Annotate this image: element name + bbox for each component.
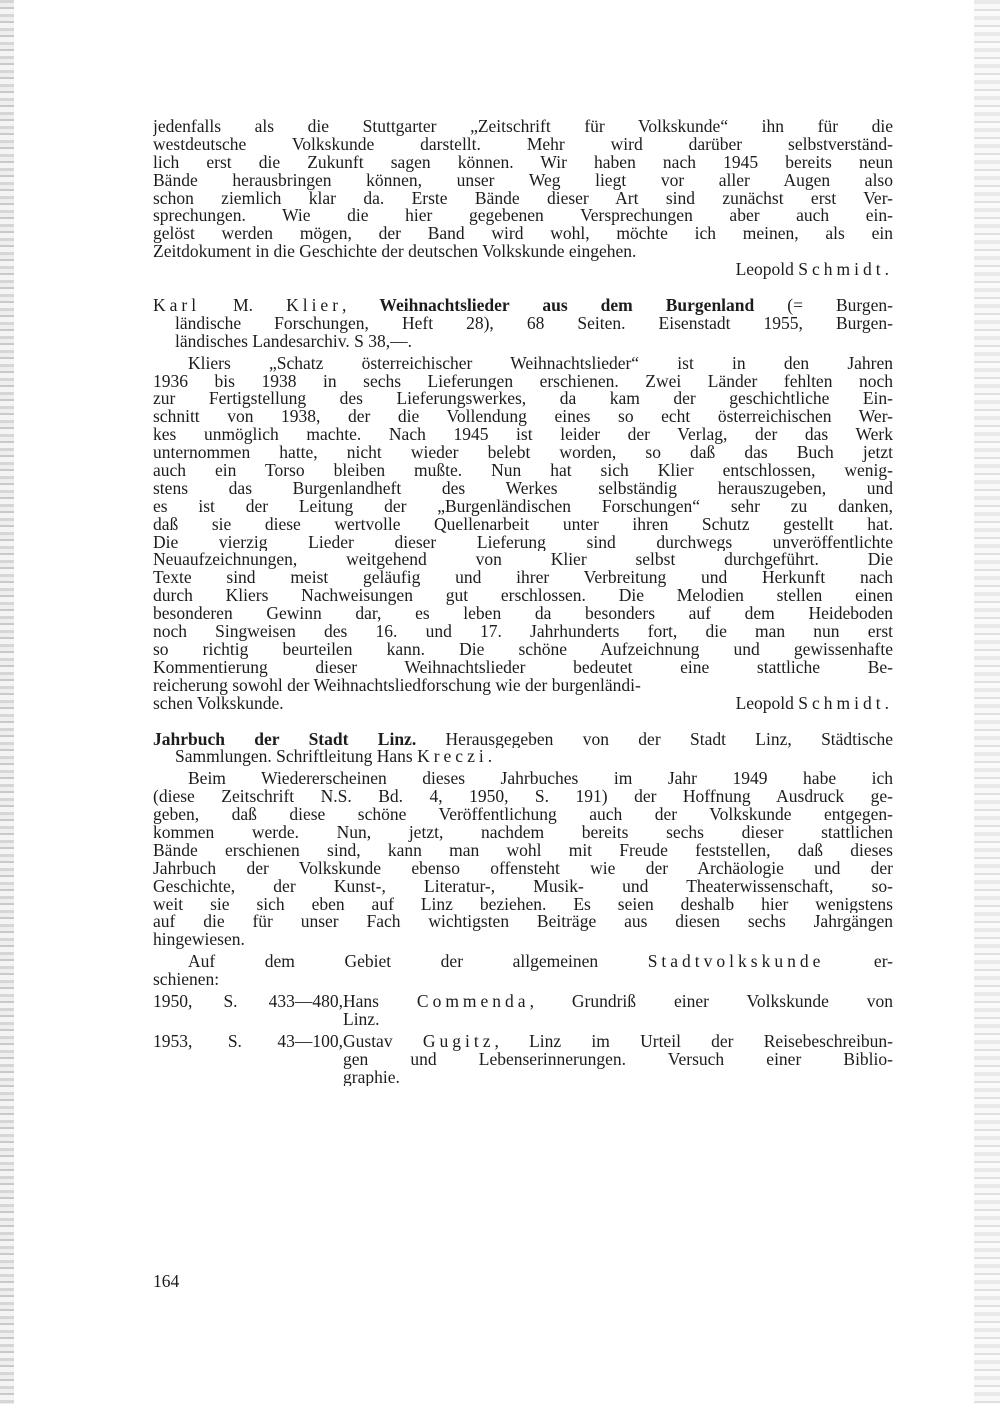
text-line: auf die für unser Fach wichtigsten Beiträge aus diesen sechs Jahrgängen [153,913,893,932]
text-line: zur Fertigstellung des Lieferungswerkes, da kam der geschichtliche Ein- [153,390,893,409]
text-segment: , [342,297,380,315]
page-text [153,118,893,1086]
text-segment: M. [200,297,287,315]
text-segment: Leopold [735,261,799,280]
article-reference [153,993,893,1029]
paragraph [153,953,893,989]
text-line: Kliers „Schatz österreichischer Weihnachtslieder“ ist in den Jahren [188,354,893,373]
text-line [153,748,893,766]
text-segment: Stadtvolkskunde [647,953,825,972]
text-line: lich erst die Zukunft sagen können. Wir haben nach 1945 bereits neun [153,153,893,172]
text-line: noch Singweisen des 16. und 17. Jahrhunderts fort, die man nun erst [153,623,893,641]
bibliography-entry [153,731,893,767]
paragraph [153,770,893,949]
text-line: schienen: [153,971,220,989]
text-line: reicherung sowohl der Weihnachtsliedforschung wie der burgenländi- [153,676,641,695]
text-segment: Hans [343,992,417,1011]
text-line: schnitt von 1938, der die Vollendung eines so echt österreichischen Wer- [153,408,893,427]
text-line: Linz. [343,1010,380,1029]
paragraph [153,355,893,695]
text-line: graphie. [343,1068,400,1087]
text-segment: Auf dem Gebiet der allgemeinen [188,953,648,972]
text-line: kes unmöglich machte. Nach 1945 ist leider der Verlag, der das Werk [153,426,893,445]
text-line: westdeutsche Volkskunde darstellt. Mehr wird darüber selbstverständ- [153,135,893,154]
text-line: Die vierzig Lieder dieser Lieferung sind durchwegs unveröffentlichte [153,533,893,552]
text-segment: schen Volkskunde. [153,694,284,713]
text-line: gen und Lebenserinnerungen. Versuch einer Biblio- [343,1050,893,1069]
text-segment: Weihnachtslieder aus dem Burgenland [379,297,755,315]
spacer [153,713,893,731]
scan-edge-right [974,0,1000,1404]
text-line: Texte sind meist geläufig und ihrer Verbreitung und Herkunft nach [153,569,893,588]
reference-text [343,993,893,1011]
paragraph [153,118,893,261]
text-segment: Schmidt. [798,261,893,280]
reference-pages: 1950, S. 433—480, [153,992,343,1011]
text-segment: Klier [286,297,343,315]
text-line [153,297,893,315]
signature [153,261,893,279]
text-line: ländische Forschungen, Heft 28), 68 Seiten. Eisenstadt 1955, Burgen- [175,314,893,333]
text-line: Neuaufzeichnungen, weitgehend von Klier selbst durchgeführt. Die [153,551,893,570]
text-line [153,953,893,971]
text-line: auch ein Torso bleiben mußte. Nun hat sich Klier entschlossen, wenig- [153,462,893,480]
text-line: jedenfalls als die Stuttgarter „Zeitschrift für Volkskunde“ ihn für die [153,118,893,136]
text-line: schon ziemlich klar da. Erste Bände dieser Art sind zunächst erst Ver- [153,189,893,208]
text-line: kommen werde. Nun, jetzt, nachdem bereits sechs dieser stattlichen [153,823,893,842]
text-line: gelöst werden mögen, der Band wird wohl, möchte ich meinen, als ein [153,225,893,244]
text-line: stens das Burgenlandheft des Werkes selbständig herauszugeben, und [153,479,893,498]
text-line: unternommen hatte, nicht wieder belebt worden, so daß das Buch jetzt [153,444,893,463]
text-segment: Gustav [343,1032,423,1051]
text-line: (diese Zeitschrift N.S. Bd. 4, 1950, S. 191) der Hoffnung Ausdruck ge- [153,788,893,807]
text-line: sprechungen. Wie die hier gegebenen Versprechungen aber auch ein- [153,207,893,226]
text-segment: Karl [153,297,201,315]
text-line: ländisches Landesarchiv. S 38,—. [175,332,413,351]
reference-pages: 1953, S. 43—100, [153,1032,343,1051]
text-line: Kommentierung dieser Weihnachtslieder bedeutet eine stattliche Be- [153,658,893,677]
text-line: 1936 bis 1938 in sechs Lieferungen erschienen. Zwei Länder fehlten noch [153,372,893,391]
text-segment: , Linz im Urteil der Reisebeschreibun- [494,1032,893,1051]
text-segment: Sammlungen. Schriftleitung Hans [175,748,418,767]
reference-text [343,1033,893,1051]
text-segment: Schmidt. [798,694,893,713]
text-segment: Leopold [735,694,799,713]
text-line: Jahrbuch der Volkskunde ebenso offensteht wie der Archäologie und der [153,859,893,878]
text-line: weit sie sich eben auf Linz beziehen. Es seien deshalb hier wenigstens [153,895,893,914]
text-line: durch Kliers Nachweisungen gut erschlossen. Die Melodien stellen einen [153,587,893,606]
article-reference [153,1033,893,1087]
text-line: Zeitdokument in die Geschichte der deutschen Volkskunde eingehen. [153,243,637,262]
text-line [153,1033,893,1051]
signature [736,695,893,713]
text-segment: Kreczi. [417,748,497,767]
text-line: geben, daß diese schöne Veröffentlichung auch der Volkskunde entgegen- [153,806,893,824]
text-segment: Gugitz [422,1032,495,1051]
text-segment: Commenda [416,992,530,1011]
text-line: Bände erschienen sind, kann man wohl mit Freude feststellen, daß dieses [153,841,893,860]
scan-edge-left [0,0,14,1404]
text-line: es ist der Leitung der „Burgenländischen Forschungen“ sehr zu danken, [153,497,893,516]
text-line: besonderen Gewinn dar, es leben da besonders auf dem Heideboden [153,605,893,624]
text-line: so richtig beurteilen kann. Die schöne Aufzeichnung und gewissenhafte [153,640,893,659]
text-segment: , Grundriß einer Volkskunde von [529,992,893,1011]
bibliography-entry [153,297,893,351]
text-line: Beim Wiedererscheinen dieses Jahrbuches im Jahr 1949 habe ich [188,770,893,789]
text-line [153,993,893,1011]
text-segment: Jahrbuch der Stadt Linz. [153,730,417,749]
text-segment: Herausgegeben von der Stadt Linz, Städtische [416,730,893,749]
text-segment: (= Burgen- [754,297,893,315]
text-line: Bände herausbringen können, unser Weg liegt vor aller Augen also [153,171,893,190]
text-segment: er- [824,953,893,972]
page-number: 164 [153,1271,180,1291]
text-line [153,731,893,749]
paragraph-line [153,695,893,713]
text-line: Geschichte, der Kunst-, Literatur-, Musik- und Theaterwissenschaft, so- [153,877,893,896]
spacer [153,279,893,297]
text-line: daß sie diese wertvolle Quellenarbeit unter ihren Schutz gestellt hat. [153,515,893,534]
text-line: hingewiesen. [153,931,245,950]
